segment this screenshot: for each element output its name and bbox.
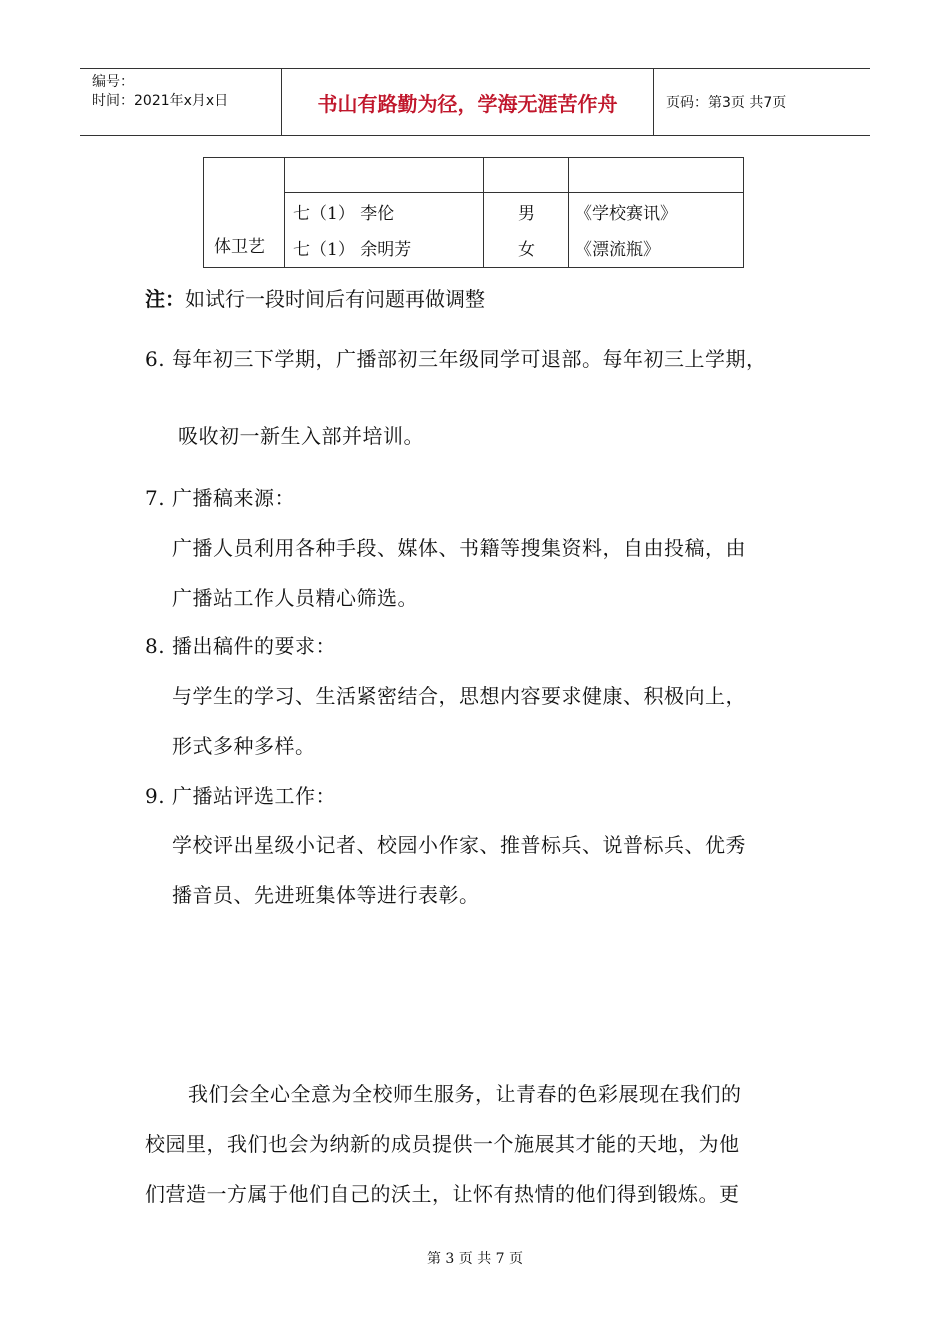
page-footer: 第 3 页 共 7 页: [426, 1251, 524, 1267]
item-7-title: 7. 广播稿来源：: [145, 486, 295, 510]
table-row: [204, 158, 744, 193]
note-text: 如试行一段时间后有问题再做调整: [185, 287, 485, 311]
member-gender: 女: [518, 240, 535, 260]
item-7-line1: 广播人员利用各种手段、媒体、书籍等搜集资料，自由投稿，由: [172, 536, 746, 560]
member-work: 《学校赛讯》: [575, 204, 677, 224]
header-meta: [80, 69, 282, 135]
item-6-line2: 吸收初一新生入部并培训。: [178, 424, 424, 448]
page-header: [80, 68, 870, 136]
gender-cell: [484, 193, 569, 268]
header-motto: 书山有路勤为径，学海无涯苦作舟: [282, 69, 654, 135]
number-label: 编号：: [92, 74, 134, 90]
work-cell: [569, 193, 744, 268]
header-page-info: 页码：第3页 共7页: [666, 95, 787, 111]
member-name: 七（1） 李伦: [293, 204, 395, 224]
member-name: 七（1） 余明芳: [293, 240, 412, 260]
time-label: 时间：2021年x月x日: [92, 93, 229, 109]
department-label: 体卫艺: [214, 237, 265, 257]
item-8-line2: 形式多种多样。: [172, 734, 316, 758]
item-9-line2: 播音员、先进班集体等进行表彰。: [172, 883, 480, 907]
member-gender: 男: [518, 204, 535, 224]
table-cell: [285, 158, 484, 193]
names-cell: [285, 193, 484, 268]
item-9-line1: 学校评出星级小记者、校园小作家、推普标兵、说普标兵、优秀: [172, 833, 746, 857]
table-cell: [484, 158, 569, 193]
item-8-line1: 与学生的学习、生活紧密结合，思想内容要求健康、积极向上，: [172, 684, 746, 708]
item-8-title: 8. 播出稿件的要求：: [145, 634, 336, 658]
roster-table: [203, 157, 744, 268]
member-work: 《漂流瓶》: [575, 240, 660, 260]
note-label: 注：: [145, 287, 185, 311]
closing-line2: 校园里，我们也会为纳新的成员提供一个施展其才能的天地，为他: [145, 1132, 740, 1156]
closing-line3: 们营造一方属于他们自己的沃土，让怀有热情的他们得到锻炼。更: [145, 1182, 740, 1206]
item-6-line1: 6. 每年初三下学期，广播部初三年级同学可退部。每年初三上学期，: [145, 347, 767, 371]
item-7-line2: 广播站工作人员精心筛选。: [172, 586, 418, 610]
table-row: [204, 193, 744, 268]
department-cell: [204, 158, 285, 268]
closing-line1: 我们会全心全意为全校师生服务，让青春的色彩展现在我们的: [188, 1082, 742, 1106]
item-9-title: 9. 广播站评选工作：: [145, 784, 336, 808]
note: [145, 283, 485, 312]
table-cell: [569, 158, 744, 193]
